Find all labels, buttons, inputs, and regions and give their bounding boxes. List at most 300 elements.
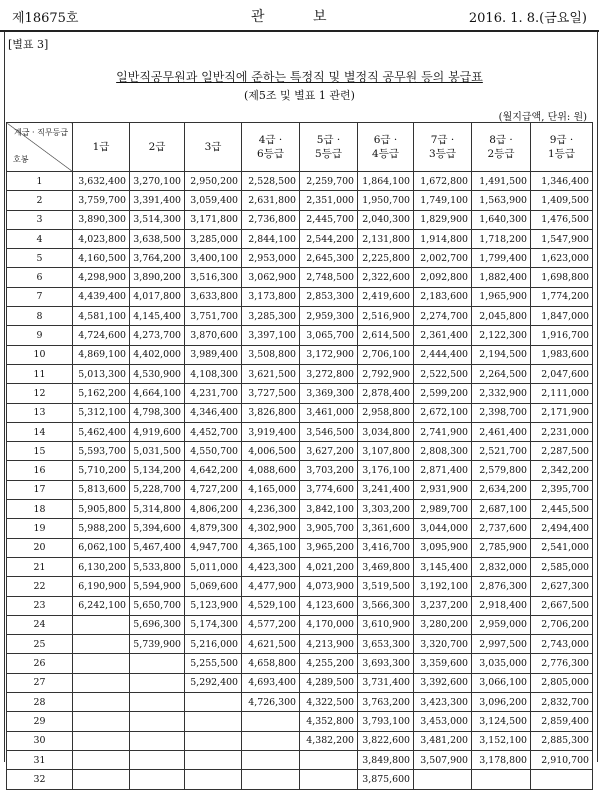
- salary-cell: 2,528,500: [242, 172, 300, 191]
- salary-cell: 5,255,500: [185, 654, 242, 673]
- salary-cell: 3,361,600: [358, 519, 414, 538]
- salary-cell: 5,031,500: [130, 442, 185, 461]
- salary-cell: [185, 770, 242, 789]
- salary-cell: 3,566,300: [358, 596, 414, 615]
- table-row: [7, 172, 593, 191]
- salary-cell: 3,272,800: [300, 364, 358, 383]
- salary-cell: 2,959,000: [472, 615, 531, 634]
- salary-cell: 4,346,400: [185, 403, 242, 422]
- salary-cell: 2,805,000: [531, 673, 593, 692]
- salary-cell: 2,131,800: [358, 229, 414, 248]
- salary-cell: 2,461,400: [472, 422, 531, 441]
- issue-number: 제18675호: [12, 11, 79, 26]
- salary-cell: 3,044,000: [414, 519, 472, 538]
- salary-cell: 3,546,500: [300, 422, 358, 441]
- table-row: [7, 422, 593, 441]
- salary-cell: 2,645,300: [300, 249, 358, 268]
- salary-cell: 5,462,400: [73, 422, 130, 441]
- salary-cell: 3,285,300: [242, 307, 300, 326]
- salary-cell: 2,989,700: [414, 500, 472, 519]
- salary-cell: 1,476,500: [531, 210, 593, 229]
- salary-cell: 4,724,600: [73, 326, 130, 345]
- salary-cell: 4,621,500: [242, 635, 300, 654]
- salary-cell: 4,021,200: [300, 557, 358, 576]
- salary-cell: 4,550,700: [185, 442, 242, 461]
- salary-cell: [73, 673, 130, 692]
- salary-cell: 2,953,000: [242, 249, 300, 268]
- salary-cell: 3,751,700: [185, 307, 242, 326]
- salary-cell: 2,614,500: [358, 326, 414, 345]
- salary-cell: 2,544,200: [300, 229, 358, 248]
- salary-cell: 5,813,600: [73, 480, 130, 499]
- issue-date: 2016. 1. 8.(금요일): [468, 11, 587, 26]
- salary-cell: 1,774,200: [531, 287, 593, 306]
- table-row: [7, 345, 593, 364]
- salary-cell: 1,672,800: [414, 172, 472, 191]
- salary-cell: 3,152,100: [472, 731, 531, 750]
- salary-cell: 3,653,300: [358, 635, 414, 654]
- salary-cell: 5,593,700: [73, 442, 130, 461]
- salary-cell: 3,890,200: [130, 268, 185, 287]
- salary-cell: 3,875,600: [358, 770, 414, 789]
- salary-cell: 2,122,300: [472, 326, 531, 345]
- salary-cell: 1,640,300: [472, 210, 531, 229]
- salary-cell: 2,706,200: [531, 615, 593, 634]
- salary-cell: 2,878,400: [358, 384, 414, 403]
- salary-cell: 2,445,700: [300, 210, 358, 229]
- salary-cell: 4,255,200: [300, 654, 358, 673]
- salary-cell: 4,236,300: [242, 500, 300, 519]
- salary-cell: 2,225,800: [358, 249, 414, 268]
- salary-cell: 3,508,800: [242, 345, 300, 364]
- salary-cell: 2,931,900: [414, 480, 472, 499]
- salary-cell: 1,491,500: [472, 172, 531, 191]
- salary-cell: 4,108,300: [185, 364, 242, 383]
- salary-cell: 2,521,700: [472, 442, 531, 461]
- salary-cell: 4,577,200: [242, 615, 300, 634]
- table-row: [7, 693, 593, 712]
- salary-cell: 2,287,500: [531, 442, 593, 461]
- document-title: 일반직공무원과 일반직에 준하는 특정직 및 별정직 공무원 등의 봉급표: [116, 70, 483, 84]
- salary-cell: 2,737,600: [472, 519, 531, 538]
- salary-cell: 2,342,200: [531, 461, 593, 480]
- salary-cell: 3,173,800: [242, 287, 300, 306]
- salary-cell: 4,302,900: [242, 519, 300, 538]
- salary-cell: 1,829,900: [414, 210, 472, 229]
- salary-cell: [185, 712, 242, 731]
- salary-cell: [300, 770, 358, 789]
- salary-cell: 2,494,400: [531, 519, 593, 538]
- salary-cell: 2,516,900: [358, 307, 414, 326]
- salary-cell: 4,160,500: [73, 249, 130, 268]
- salary-cell: 4,006,500: [242, 442, 300, 461]
- salary-cell: 4,123,600: [300, 596, 358, 615]
- salary-cell: 5,905,800: [73, 500, 130, 519]
- salary-cell: 4,088,600: [242, 461, 300, 480]
- salary-cell: [73, 750, 130, 769]
- step-number: 1: [7, 172, 73, 191]
- table-row: [7, 557, 593, 576]
- salary-cell: 2,785,900: [472, 538, 531, 557]
- grade-header: 4급 · 6등급: [242, 123, 300, 172]
- salary-cell: [130, 770, 185, 789]
- salary-cell: [185, 693, 242, 712]
- step-number: 10: [7, 345, 73, 364]
- salary-cell: 1,749,100: [414, 191, 472, 210]
- salary-cell: 2,322,600: [358, 268, 414, 287]
- salary-cell: [185, 750, 242, 769]
- salary-cell: 4,919,600: [130, 422, 185, 441]
- salary-cell: 2,832,000: [472, 557, 531, 576]
- annex-label: [별표 3]: [8, 38, 49, 51]
- salary-cell: 3,905,700: [300, 519, 358, 538]
- salary-cell: 2,885,300: [531, 731, 593, 750]
- grade-header: 9급 · 1등급: [531, 123, 593, 172]
- salary-cell: 3,359,600: [414, 654, 472, 673]
- step-number: 20: [7, 538, 73, 557]
- salary-cell: 4,806,200: [185, 500, 242, 519]
- step-number: 29: [7, 712, 73, 731]
- salary-cell: [242, 731, 300, 750]
- salary-cell: 3,703,200: [300, 461, 358, 480]
- salary-cell: 5,650,700: [130, 596, 185, 615]
- salary-cell: 3,178,800: [472, 750, 531, 769]
- salary-cell: 2,871,400: [414, 461, 472, 480]
- salary-cell: 2,002,700: [414, 249, 472, 268]
- step-number: 31: [7, 750, 73, 769]
- salary-cell: 6,190,900: [73, 577, 130, 596]
- salary-cell: 4,423,300: [242, 557, 300, 576]
- salary-cell: [242, 712, 300, 731]
- table-row: [7, 326, 593, 345]
- salary-cell: 3,066,100: [472, 673, 531, 692]
- salary-table: [6, 122, 593, 790]
- step-number: 5: [7, 249, 73, 268]
- salary-cell: 2,627,300: [531, 577, 593, 596]
- salary-cell: 4,073,900: [300, 577, 358, 596]
- grade-header: 3급: [185, 123, 242, 172]
- salary-cell: 4,322,500: [300, 693, 358, 712]
- step-number: 2: [7, 191, 73, 210]
- salary-cell: 5,134,200: [130, 461, 185, 480]
- salary-cell: [242, 770, 300, 789]
- step-number: 25: [7, 635, 73, 654]
- salary-cell: 4,439,400: [73, 287, 130, 306]
- salary-cell: [73, 712, 130, 731]
- salary-cell: 3,034,800: [358, 422, 414, 441]
- salary-cell: 3,693,300: [358, 654, 414, 673]
- salary-cell: 2,859,400: [531, 712, 593, 731]
- table-row: [7, 731, 593, 750]
- salary-cell: 3,391,400: [130, 191, 185, 210]
- header-row: [7, 123, 593, 172]
- salary-cell: 4,382,200: [300, 731, 358, 750]
- salary-cell: 3,303,200: [358, 500, 414, 519]
- salary-cell: 2,395,700: [531, 480, 593, 499]
- salary-cell: 2,183,600: [414, 287, 472, 306]
- salary-cell: 3,416,700: [358, 538, 414, 557]
- step-number: 8: [7, 307, 73, 326]
- salary-cell: [130, 750, 185, 769]
- salary-cell: 4,947,700: [185, 538, 242, 557]
- step-number: 18: [7, 500, 73, 519]
- document-subtitle: (제5조 및 별표 1 관련): [244, 89, 355, 102]
- salary-cell: 5,292,400: [185, 673, 242, 692]
- salary-cell: 3,192,100: [414, 577, 472, 596]
- salary-cell: 3,035,000: [472, 654, 531, 673]
- salary-cell: 1,346,400: [531, 172, 593, 191]
- salary-cell: 2,672,100: [414, 403, 472, 422]
- salary-cell: 3,096,200: [472, 693, 531, 712]
- salary-cell: 4,658,800: [242, 654, 300, 673]
- salary-cell: 1,623,000: [531, 249, 593, 268]
- salary-cell: 4,017,800: [130, 287, 185, 306]
- salary-cell: 3,124,500: [472, 712, 531, 731]
- table-row: [7, 500, 593, 519]
- salary-cell: [73, 615, 130, 634]
- grade-header: 5급 · 5등급: [300, 123, 358, 172]
- table-row: [7, 596, 593, 615]
- table-row: [7, 750, 593, 769]
- salary-cell: 3,507,900: [414, 750, 472, 769]
- salary-cell: 3,469,800: [358, 557, 414, 576]
- salary-cell: 2,918,400: [472, 596, 531, 615]
- salary-cell: 5,174,300: [185, 615, 242, 634]
- salary-cell: 2,045,800: [472, 307, 531, 326]
- salary-cell: [300, 750, 358, 769]
- step-number: 9: [7, 326, 73, 345]
- step-number: 32: [7, 770, 73, 789]
- salary-cell: 4,145,400: [130, 307, 185, 326]
- salary-cell: 4,023,800: [73, 229, 130, 248]
- salary-cell: 3,764,200: [130, 249, 185, 268]
- salary-cell: 3,145,400: [414, 557, 472, 576]
- table-row: [7, 712, 593, 731]
- salary-cell: [130, 654, 185, 673]
- salary-cell: 3,621,500: [242, 364, 300, 383]
- salary-cell: 4,693,400: [242, 673, 300, 692]
- salary-cell: 3,774,600: [300, 480, 358, 499]
- salary-cell: 4,213,900: [300, 635, 358, 654]
- salary-cell: 2,419,600: [358, 287, 414, 306]
- salary-cell: 5,710,200: [73, 461, 130, 480]
- table-row: [7, 210, 593, 229]
- step-number: 28: [7, 693, 73, 712]
- salary-cell: 2,259,700: [300, 172, 358, 191]
- salary-cell: 4,273,700: [130, 326, 185, 345]
- salary-cell: 5,696,300: [130, 615, 185, 634]
- salary-cell: 3,919,400: [242, 422, 300, 441]
- salary-cell: 3,320,700: [414, 635, 472, 654]
- salary-cell: 5,394,600: [130, 519, 185, 538]
- salary-cell: 3,633,800: [185, 287, 242, 306]
- salary-cell: [414, 770, 472, 789]
- salary-cell: 2,997,500: [472, 635, 531, 654]
- salary-cell: 3,423,300: [414, 693, 472, 712]
- salary-cell: [531, 770, 593, 789]
- salary-cell: 3,516,300: [185, 268, 242, 287]
- salary-cell: 4,529,100: [242, 596, 300, 615]
- salary-cell: 1,916,700: [531, 326, 593, 345]
- salary-cell: 5,013,300: [73, 364, 130, 383]
- salary-cell: [130, 731, 185, 750]
- salary-cell: [472, 770, 531, 789]
- salary-cell: 5,228,700: [130, 480, 185, 499]
- salary-cell: 2,047,600: [531, 364, 593, 383]
- salary-cell: 2,853,300: [300, 287, 358, 306]
- salary-cell: 3,822,600: [358, 731, 414, 750]
- salary-cell: 6,242,100: [73, 596, 130, 615]
- grade-header: 7급 · 3등급: [414, 123, 472, 172]
- salary-cell: 4,477,900: [242, 577, 300, 596]
- table-row: [7, 461, 593, 480]
- table-row: [7, 268, 593, 287]
- table-row: [7, 673, 593, 692]
- table-row: [7, 654, 593, 673]
- salary-cell: 3,280,200: [414, 615, 472, 634]
- step-number: 13: [7, 403, 73, 422]
- unit-note: (월지급액, 단위: 원): [498, 112, 587, 123]
- table-row: [7, 770, 593, 789]
- salary-cell: [73, 654, 130, 673]
- salary-cell: 3,627,200: [300, 442, 358, 461]
- salary-cell: 3,285,000: [185, 229, 242, 248]
- salary-cell: 4,664,100: [130, 384, 185, 403]
- table-row: [7, 519, 593, 538]
- salary-cell: 5,988,200: [73, 519, 130, 538]
- step-number: 12: [7, 384, 73, 403]
- salary-cell: [130, 693, 185, 712]
- step-axis-label: 호봉: [13, 155, 29, 164]
- grade-axis-label: 계급 · 직무등급: [14, 128, 68, 137]
- salary-cell: 2,959,300: [300, 307, 358, 326]
- corner-header: [7, 123, 73, 172]
- salary-cell: 4,642,200: [185, 461, 242, 480]
- salary-cell: 3,632,400: [73, 172, 130, 191]
- salary-cell: 3,849,800: [358, 750, 414, 769]
- salary-cell: 3,369,300: [300, 384, 358, 403]
- salary-cell: 4,581,100: [73, 307, 130, 326]
- step-number: 15: [7, 442, 73, 461]
- salary-cell: 2,194,500: [472, 345, 531, 364]
- salary-cell: 2,264,500: [472, 364, 531, 383]
- salary-cell: 2,808,300: [414, 442, 472, 461]
- salary-cell: 1,799,400: [472, 249, 531, 268]
- salary-cell: 3,481,200: [414, 731, 472, 750]
- salary-cell: 2,398,700: [472, 403, 531, 422]
- salary-cell: 1,882,400: [472, 268, 531, 287]
- salary-cell: 5,011,000: [185, 557, 242, 576]
- salary-cell: 2,092,800: [414, 268, 472, 287]
- salary-cell: 3,826,800: [242, 403, 300, 422]
- salary-cell: 5,467,400: [130, 538, 185, 557]
- salary-cell: 5,312,100: [73, 403, 130, 422]
- salary-cell: 2,667,500: [531, 596, 593, 615]
- salary-cell: 3,989,400: [185, 345, 242, 364]
- step-number: 3: [7, 210, 73, 229]
- salary-cell: 1,950,700: [358, 191, 414, 210]
- step-number: 24: [7, 615, 73, 634]
- table-row: [7, 229, 593, 248]
- salary-cell: 1,965,900: [472, 287, 531, 306]
- salary-cell: 3,176,100: [358, 461, 414, 480]
- salary-cell: [73, 731, 130, 750]
- salary-cell: 1,983,600: [531, 345, 593, 364]
- salary-cell: 5,123,900: [185, 596, 242, 615]
- salary-cell: 3,400,100: [185, 249, 242, 268]
- salary-cell: 3,397,100: [242, 326, 300, 345]
- step-number: 19: [7, 519, 73, 538]
- step-number: 30: [7, 731, 73, 750]
- salary-cell: 6,130,200: [73, 557, 130, 576]
- gazette-header: [0, 0, 599, 30]
- salary-cell: 3,842,100: [300, 500, 358, 519]
- salary-cell: 2,876,300: [472, 577, 531, 596]
- salary-cell: 4,452,700: [185, 422, 242, 441]
- salary-cell: 1,847,000: [531, 307, 593, 326]
- salary-cell: 4,726,300: [242, 693, 300, 712]
- grade-header: 6급 · 4등급: [358, 123, 414, 172]
- gazette-title-b: 보: [313, 9, 327, 25]
- salary-cell: 2,361,400: [414, 326, 472, 345]
- salary-cell: [242, 750, 300, 769]
- salary-cell: 1,547,900: [531, 229, 593, 248]
- salary-cell: 6,062,100: [73, 538, 130, 557]
- salary-cell: 2,040,300: [358, 210, 414, 229]
- salary-cell: 2,844,100: [242, 229, 300, 248]
- salary-cell: [130, 712, 185, 731]
- table-row: [7, 635, 593, 654]
- step-number: 17: [7, 480, 73, 499]
- salary-cell: 4,289,500: [300, 673, 358, 692]
- salary-cell: 3,727,500: [242, 384, 300, 403]
- salary-cell: 3,171,800: [185, 210, 242, 229]
- salary-cell: 3,270,100: [130, 172, 185, 191]
- table-row: [7, 307, 593, 326]
- salary-cell: 2,445,500: [531, 500, 593, 519]
- salary-cell: 3,965,200: [300, 538, 358, 557]
- step-number: 23: [7, 596, 73, 615]
- salary-cell: 2,585,000: [531, 557, 593, 576]
- table-row: [7, 384, 593, 403]
- salary-cell: 5,162,200: [73, 384, 130, 403]
- salary-cell: 3,610,900: [358, 615, 414, 634]
- salary-cell: 4,530,900: [130, 364, 185, 383]
- salary-cell: 5,594,900: [130, 577, 185, 596]
- table-row: [7, 577, 593, 596]
- salary-cell: 5,314,800: [130, 500, 185, 519]
- salary-cell: 2,950,200: [185, 172, 242, 191]
- salary-cell: 3,759,700: [73, 191, 130, 210]
- salary-cell: 3,763,200: [358, 693, 414, 712]
- salary-cell: 3,062,900: [242, 268, 300, 287]
- salary-cell: 2,748,500: [300, 268, 358, 287]
- salary-cell: 3,793,100: [358, 712, 414, 731]
- salary-cell: 5,739,900: [130, 635, 185, 654]
- salary-cell: 3,107,800: [358, 442, 414, 461]
- salary-cell: 2,444,400: [414, 345, 472, 364]
- salary-cell: 3,065,700: [300, 326, 358, 345]
- salary-cell: 3,237,200: [414, 596, 472, 615]
- step-number: 22: [7, 577, 73, 596]
- salary-cell: 4,170,000: [300, 615, 358, 634]
- step-number: 14: [7, 422, 73, 441]
- salary-cell: 2,332,900: [472, 384, 531, 403]
- salary-cell: [73, 635, 130, 654]
- table-row: [7, 442, 593, 461]
- step-number: 26: [7, 654, 73, 673]
- salary-cell: 2,776,300: [531, 654, 593, 673]
